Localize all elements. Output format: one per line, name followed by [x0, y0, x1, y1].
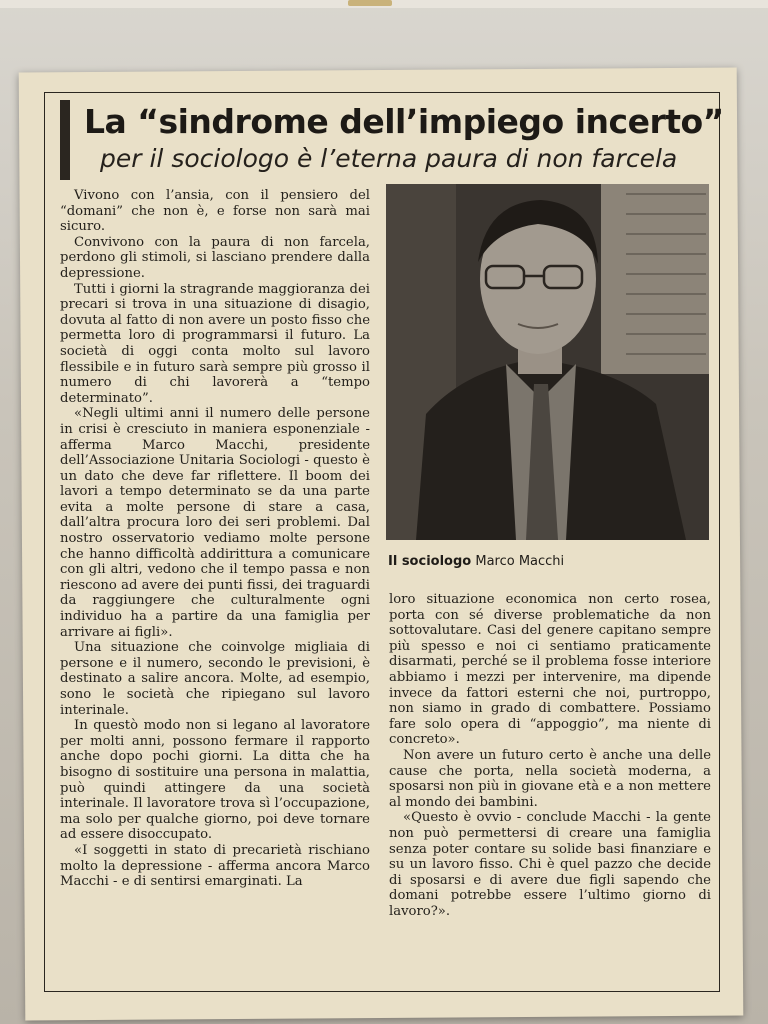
paragraph: Non avere un futuro certo è anche una delle cause che porta, nella società moderna, a sposarsi non più in giovane età e a non mettere al mondo dei bambini.	[389, 747, 711, 810]
paragraph: «Questo è ovvio - conclude Macchi - la gente non può permettersi di creare una famiglia senza poter contare su solide basi finanziare e su un lavoro fisso. Chi è quel pazzo che decide di sposarsi e di avere due figli sapendo che domani potrebbe essere l’ultimo giorno di lavoro?».	[389, 810, 711, 919]
headline: La “sindrome dell’impiego incerto”	[84, 102, 724, 141]
portrait-photo	[386, 184, 709, 540]
caption-name: Marco Macchi	[475, 554, 565, 569]
right-column	[389, 592, 711, 919]
paragraph: In questò modo non si legano al lavoratore per molti anni, possono fermare il rapporto anche dopo pochi giorni. La ditta che ha bisogno di sostituire una persona in malattia, può quindi attingere da una società interinale. Il lavoratore trova sì l’occupazione, ma solo per qualche giorno, poi deve tornare ad essere disoccupato.	[60, 718, 370, 843]
paragraph: «I soggetti in stato di precarietà rischiano molto la depressione - afferma ancora Marco Macchi - e di sentirsi emarginati. La	[60, 842, 370, 890]
paragraph: loro situazione economica non certo rosea, porta con sé diverse problematiche da non sottovalutare. Casi del genere capitano sempre più spesso e noi ci sentiamo praticamente disarmati, perché se il problema fosse interiore abbiamo i mezzi per intervenire, ma dipende invece da fattori esterni che noi, purtroppo, non siamo in grado di combattere. Possiamo fare solo opera di “appoggio”, ma niente di concreto».	[389, 592, 711, 748]
portrait-image	[386, 184, 709, 540]
headline-bar	[60, 100, 70, 180]
subheadline: per il sociologo è l’eterna paura di non farcela	[100, 144, 678, 173]
left-column	[60, 188, 370, 890]
paragraph: «Negli ultimi anni il numero delle persone in crisi è cresciuto in maniera esponenziale - afferma Marco Macchi, presidente dell’Associazione Unitaria Sociologi - questo è un dato che deve far riflettere. Il boom dei lavori a tempo determinato se da una parte evita a molte persone di stare a casa, dall’altra procura loro dei seri problemi. Dal nostro osservatorio vediamo molte persone che hanno difficoltà addirittura a comunicare con gli altri, vedono che il tempo passa e non riescono ad avere dei punti fissi, dei traguardi da raggiungere che culturalmente ogni individuo ha a partire da una famiglia per arrivare ai figli».	[60, 406, 370, 640]
top-edge	[0, 0, 768, 8]
paragraph: Convivono con la paura di non farcela, perdono gli stimoli, si lasciano prendere dalla depressione.	[60, 234, 370, 281]
caption-label: Il sociologo	[388, 554, 472, 569]
photo-caption	[388, 554, 708, 569]
paragraph: Una situazione che coinvolge migliaia di persone e il numero, secondo le previsioni, è destinato a salire ancora. Molte, ad esempio, sono le società che ripiegano sul lavoro interinale.	[60, 640, 370, 718]
paragraph: Vivono con l’ansia, con il pensiero del “domani” che non è, e forse non sarà mai sicuro.	[60, 188, 370, 235]
tape-strip	[348, 0, 392, 6]
paragraph: Tutti i giorni la stragrande maggioranza dei precari si trova in una situazione di disagio, dovuta al fatto di non avere un posto fisso che permetta loro di programmarsi il futuro. La società di oggi conta molto sul lavoro flessibile e in futuro sarà sempre più grosso il numero di chi lavorerà a “tempo determinato”.	[60, 281, 370, 406]
